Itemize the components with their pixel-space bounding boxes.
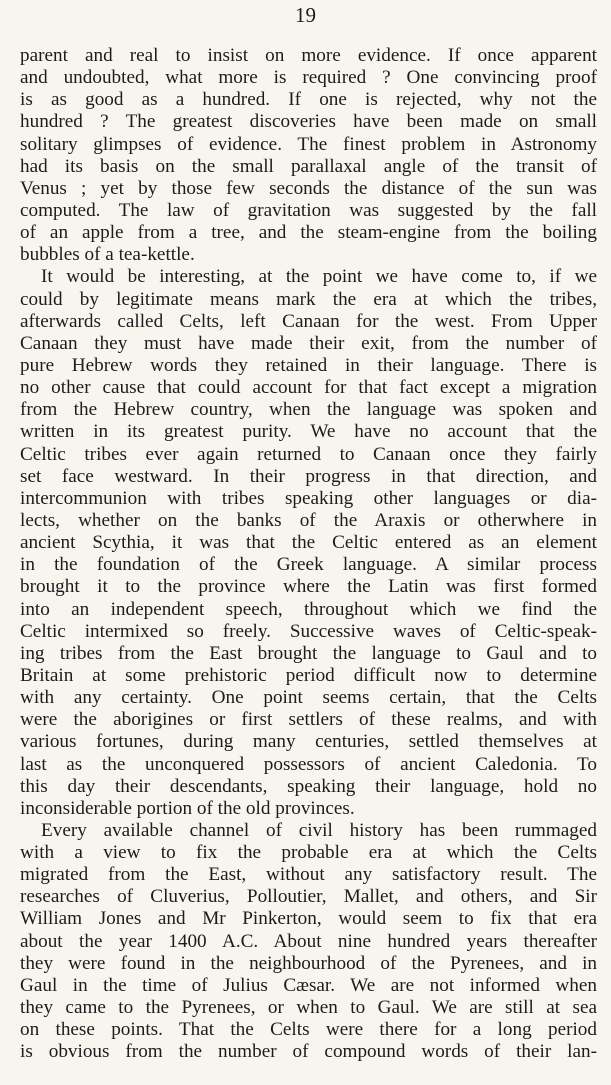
text-line: Venus ; yet by those few seconds the distance of the sun was [20,177,597,199]
text-line: various fortunes, during many centuries, settled themselves at [20,731,597,753]
text-line: lects, whether on the banks of the Araxis or otherwhere in [20,509,597,531]
text-line: no other cause that could account for that fact except a migration [20,377,597,399]
text-line: brought it to the province where the Latin was first formed [20,576,597,598]
text-line: is obvious from the number of compound words of their lan- [20,1041,597,1063]
paragraph [20,820,597,1064]
text-line: Every available channel of civil history has been rummaged [41,819,597,841]
text-line: and undoubted, what more is required ? One convincing proof [20,67,597,89]
text-line: had its basis on the small parallaxal angle of the transit of [20,155,597,177]
text-line: ing tribes from the East brought the language to Gaul and to [20,642,597,664]
text-line: computed. The law of gravitation was suggested by the fall [20,199,597,221]
text-line: solitary glimpses of evidence. The finest problem in Astronomy [20,133,597,155]
text-line: Gaul in the time of Julius Cæsar. We are not informed when [20,974,597,996]
text-line: Canaan they must have made their exit, from the number of [20,332,597,354]
paragraph [20,266,597,820]
text-line: hundred ? The greatest discoveries have been made on small [20,111,597,133]
text-line: It would be interesting, at the point we have come to, if we [41,266,597,288]
text-line: were the aborigines or first settlers of these realms, and with [20,709,597,731]
text-line: from the Hebrew country, when the language was spoken and [20,399,597,421]
text-line: last as the unconquered possessors of ancient Caledonia. To [20,753,597,775]
text-line: Celtic tribes ever again returned to Canaan once they fairly [20,443,597,465]
text-line: set face westward. In their progress in that direction, and [20,465,597,487]
text-line: is as good as a hundred. If one is rejected, why not the [20,89,597,111]
page-number: 19 [295,3,316,27]
text-line: with any certainty. One point seems certain, that the Celts [20,687,597,709]
text-line: pure Hebrew words they retained in their language. There is [20,354,597,376]
text-line: written in its greatest purity. We have no account that the [20,421,597,443]
text-line: inconsiderable portion of the old provinces. [20,797,355,819]
text-line: with a view to fix the probable era at which the Celts [20,842,597,864]
text-line: they came to the Pyrenees, or when to Gaul. We are still at sea [20,997,597,1019]
text-line: ancient Scythia, it was that the Celtic entered as an element [20,532,597,554]
text-line: researches of Cluverius, Polloutier, Mallet, and others, and Sir [20,886,597,908]
text-line: into an independent speech, throughout which we find the [20,598,597,620]
text-line: of an apple from a tree, and the steam-engine from the boiling [20,222,597,244]
text-line: William Jones and Mr Pinkerton, would seem to fix that era [20,908,597,930]
text-line: afterwards called Celts, left Canaan for the west. From Upper [20,310,597,332]
text-line: bubbles of a tea-kettle. [20,244,195,266]
text-line: could by legitimate means mark the era at which the tribes, [20,288,597,310]
text-line: they were found in the neighbourhood of the Pyrenees, and in [20,952,597,974]
text-line: parent and real to insist on more evidence. If once apparent [20,45,597,66]
text-line: about the year 1400 A.C. About nine hundred years thereafter [20,930,597,952]
body-text [20,45,597,1063]
text-line: Celtic intermixed so freely. Successive waves of Celtic-speak- [20,620,597,642]
text-line: on these points. That the Celts were there for a long period [20,1019,597,1041]
text-line: intercommunion with tribes speaking other languages or dia- [20,487,597,509]
text-line: migrated from the East, without any satisfactory result. The [20,864,597,886]
text-line: in the foundation of the Greek language. A similar process [20,554,597,576]
paragraph [20,45,597,266]
text-line: this day their descendants, speaking their language, hold no [20,775,597,797]
text-line: Britain at some prehistoric period difficult now to determine [20,664,597,686]
